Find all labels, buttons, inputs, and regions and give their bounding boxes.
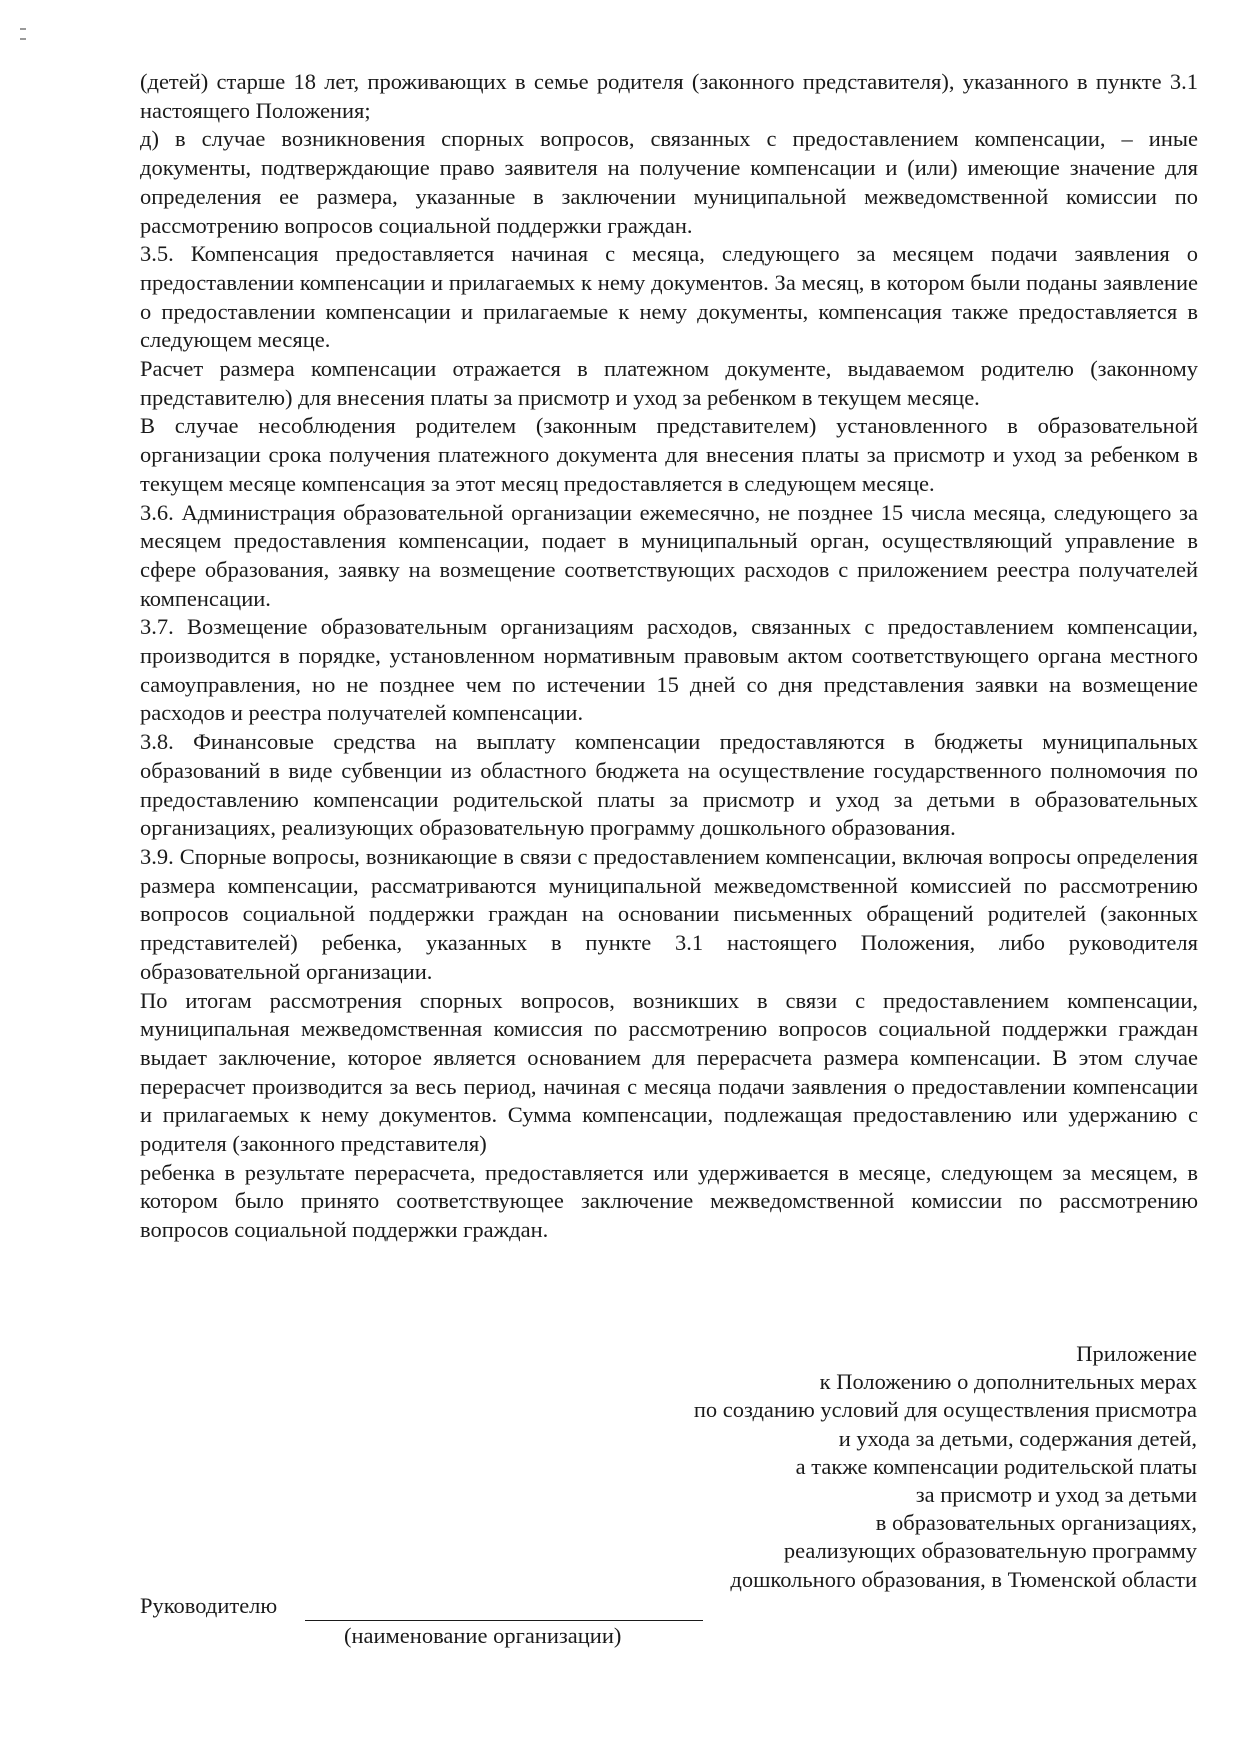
appendix-line: реализующих образовательную программу [783, 1538, 1197, 1564]
appendix-line: Приложение [1076, 1341, 1197, 1366]
paragraph: 3.7. Возмещение образовательным организациям расходов, связанных с предоставлением компенсации, производится в порядке, установленном нормативным правовым актом соответствующего органа местного самоуправления, но не позднее чем по истечении 15 дней со дня представления заявки на возмещение расходов и реестра получателей компенсации. [140, 614, 1198, 726]
scan-mark [20, 28, 26, 30]
recipient-caption: (наименование организации) [344, 1623, 622, 1648]
appendix-heading [497, 1340, 1197, 1594]
recipient-fill-line [305, 1620, 703, 1621]
appendix-line: в образовательных организациях, [875, 1510, 1197, 1536]
appendix-line: по созданию условий для осуществления присмотра [693, 1397, 1197, 1423]
appendix-line: а также компенсации родительской платы [795, 1453, 1197, 1479]
paragraph: Расчет размера компенсации отражается в платежном документе, выдаваемом родителю (законному представителю) для внесения платы за присмотр и уход за ребенком в текущем месяце. [140, 356, 1198, 410]
paragraph: 3.8. Финансовые средства на выплату компенсации предоставляются в бюджеты муниципальных образований в виде субвенции из областного бюджета на осуществление государственного полномочия по предоставлению компенсации родительской платы за присмотр и уход за детьми в образовательных организациях, реализующих образовательную программу дошкольного образования. [140, 729, 1198, 841]
document-body [140, 68, 1198, 1245]
appendix-line: и ухода за детьми, содержания детей, [838, 1425, 1197, 1451]
appendix-line: к Положению о дополнительных мерах [819, 1369, 1197, 1395]
appendix-line: за присмотр и уход за детьми [915, 1482, 1197, 1508]
paragraph: д) в случае возникновения спорных вопросов, связанных с предоставлением компенсации, – иные документы, подтверждающие право заявителя на получение компенсации и (или) имеющие значение для определения ее размера, указанные в заключении муниципальной межведомственной комиссии по рассмотрению вопросов социальной поддержки граждан. [140, 126, 1198, 238]
paragraph: По итогам рассмотрения спорных вопросов, возникших в связи с предоставлением компенсации, муниципальная межведомственная комиссия по рассмотрению вопросов социальной поддержки граждан выдает заключение, которое является основанием для перерасчета размера компенсации. В этом случае перерасчет производится за весь период, начиная с месяца подачи заявления о предоставлении компенсации и прилагаемых к нему документов. Сумма компенсации, подлежащая предоставлению или удержанию с родителя (законного представителя) [140, 987, 1198, 1157]
paragraph: 3.6. Администрация образовательной организации ежемесячно, не позднее 15 числа месяца, следующего за месяцем предоставления компенсации, подает в муниципальный орган, осуществляющий управление в сфере образования, заявку на возмещение соответствующих расходов с приложением реестра получателей компенсации. [140, 499, 1198, 611]
appendix-line: дошкольного образования, в Тюменской области [730, 1566, 1197, 1592]
paragraph: (детей) старше 18 лет, проживающих в семье родителя (законного представителя), указанного в пункте 3.1 настоящего Положения; [140, 69, 1198, 123]
paragraph: ребенка в результате перерасчета, предоставляется или удерживается в месяце, следующем за месяцем, в котором было принято соответствующее заключение межведомственной комиссии по рассмотрению вопросов социальной поддержки граждан. [140, 1159, 1198, 1243]
paragraph: 3.5. Компенсация предоставляется начиная с месяца, следующего за месяцем подачи заявления о предоставлении компенсации и прилагаемых к нему документов. За месяц, в котором были поданы заявление о предоставлении компенсации и прилагаемые к нему документы, компенсация также предоставляется в следующем месяце. [140, 241, 1198, 353]
paragraph: В случае несоблюдения родителем (законным представителем) установленного в образовательной организации срока получения платежного документа для внесения платы за присмотр и уход за ребенком в текущем месяце компенсация за этот месяц предоставляется в следующем месяце. [140, 413, 1198, 496]
scan-mark [20, 38, 26, 40]
paragraph: 3.9. Спорные вопросы, возникающие в связи с предоставлением компенсации, включая вопросы определения размера компенсации, рассматриваются муниципальной межведомственной комиссией по рассмотрению вопросов социальной поддержки граждан на основании письменных обращений родителей (законных представителей) ребенка, указанных в пункте 3.1 настоящего Положения, либо руководителя образовательной организации. [140, 843, 1198, 984]
recipient-label: Руководителю [140, 1593, 278, 1618]
